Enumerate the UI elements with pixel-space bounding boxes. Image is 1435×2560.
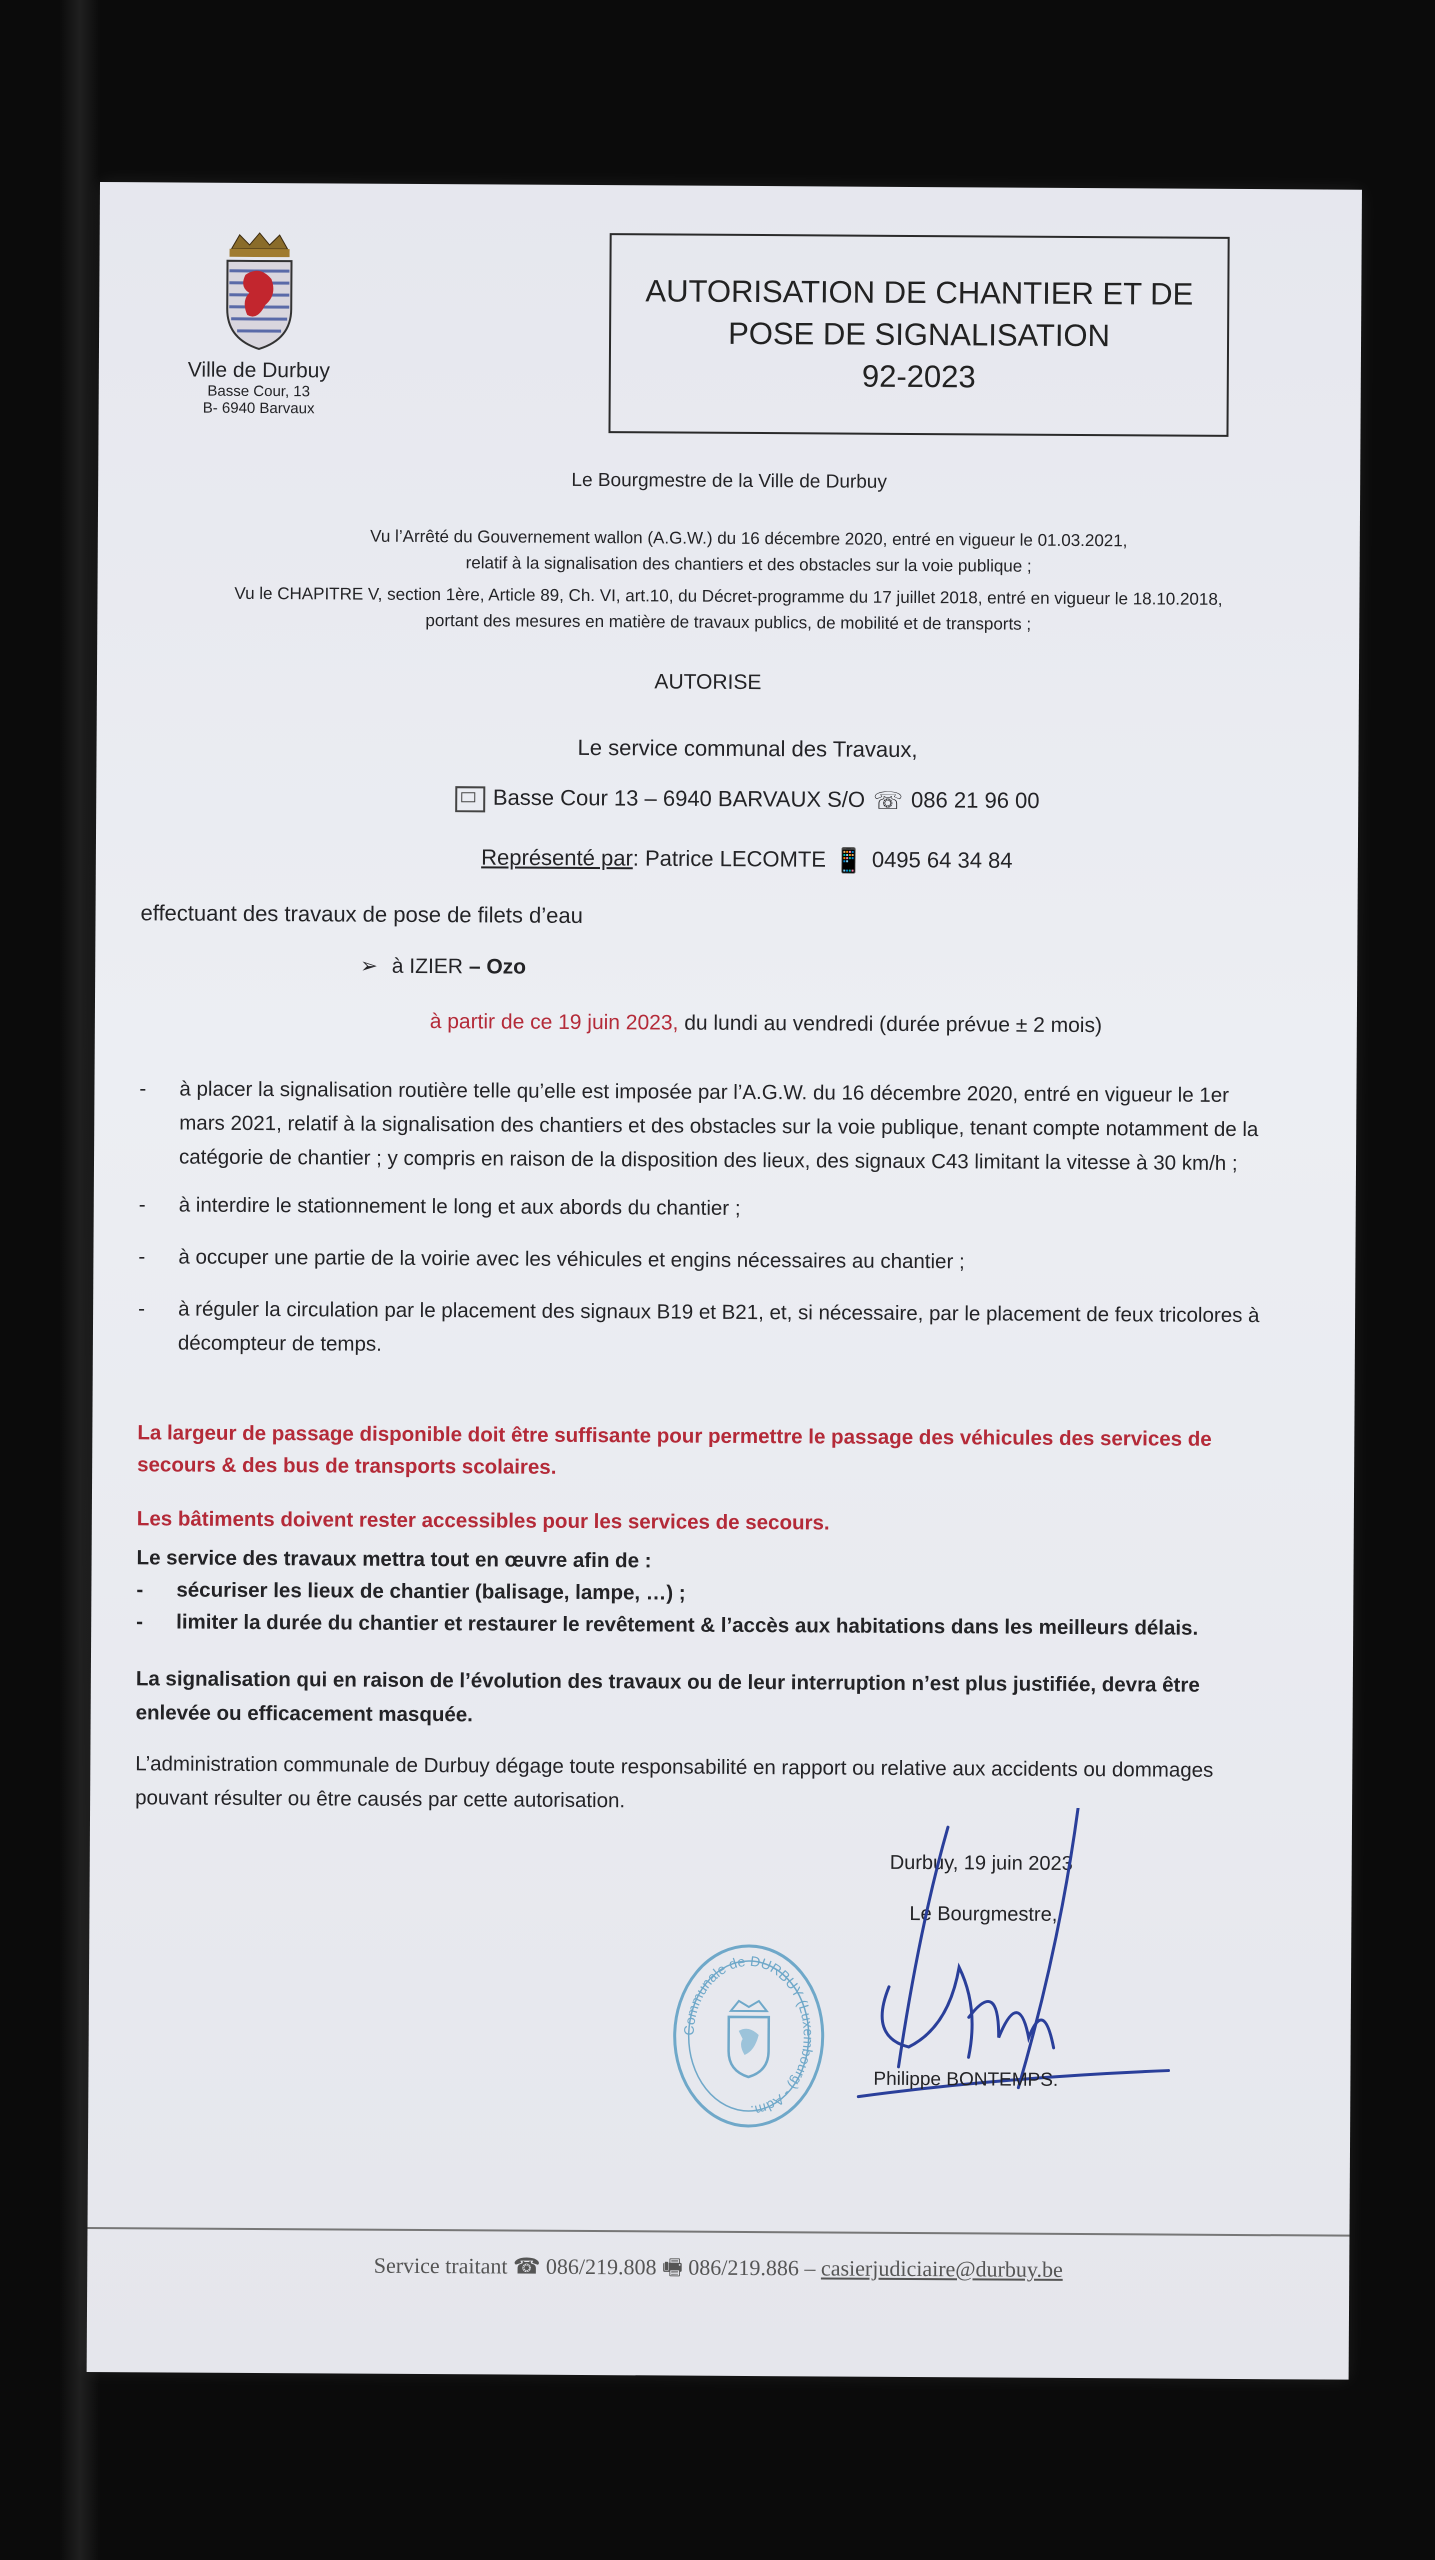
representative-line (116, 842, 1362, 879)
title-line-1: AUTORISATION DE CHANTIER ET DE (645, 273, 1194, 312)
document-title-box (608, 233, 1229, 437)
condition-item: - à placer la signalisation routière telle qu’elle est imposée par l’A.G.W. du 16 décembre 2020, entré en vigueur le 1er mars 2021, relatif à la signalisation des chantiers et des obstacles sur la voie publique, tenant compte notamment de la catégorie de chantier ; y compris en raison de la disposition des lieux, des signaux C43 limitant la vitesse à 30 km/h ; (139, 1072, 1270, 1181)
period-details: du lundi au vendredi (durée prévue ± 2 mois) (678, 1011, 1103, 1038)
footer-tel: 086/219.808 (545, 2253, 657, 2280)
works-intro: Le service des travaux mettra tout en œuvre afin de : (136, 1546, 652, 1573)
coat-of-arms-logo (217, 231, 302, 352)
vu-agw-line-1: Vu l’Arrêté du Gouvernement wallon (A.G.W.) du 16 décembre 2020, entré en vigueur le 01.03.2021, (370, 526, 1128, 551)
vu-decret-line-2: portant des mesures en matière de travaux publics, de mobilité et de transports ; (425, 610, 1032, 634)
footer-divider (87, 2227, 1362, 2237)
condition-text: à interdire le stationnement le long et aux abords du chantier ; (178, 1193, 741, 1220)
title-number: 92-2023 (861, 358, 976, 395)
condition-item: - à réguler la circulation par le placement des signaux B19 et B21, et, si nécessaire, par le placement de feux tricolores à décompteur de temps. (138, 1292, 1268, 1367)
vu-agw-paragraph (118, 522, 1362, 582)
handwritten-signature (828, 1806, 1250, 2109)
envelope-icon (455, 786, 485, 812)
official-stamp (668, 1941, 829, 2132)
municipality-block (139, 358, 379, 417)
condition-text: à placer la signalisation routière telle qu’elle est imposée par l’A.G.W. du 16 décembre 2020, entré en vigueur le 1er mars 2021, relatif à la signalisation des chantiers et des obstacles sur la voie publique, tenant compte notamment de la catégorie de chantier ; y compris en raison de la disposition des lieux, des signaux C43 limitant la vitesse à 30 km/h ; (178, 1077, 1259, 1175)
service-name: Le service communal des Travaux, (577, 734, 918, 763)
autorise-heading: AUTORISE (654, 670, 762, 695)
fax-icon: 🖷 (661, 2254, 683, 2280)
representative-mobile: 0495 64 34 84 (871, 847, 1013, 873)
arrow-bullet-icon: ➢ (360, 954, 378, 978)
vu-decret-paragraph (97, 580, 1359, 640)
disclaimer: L’administration communale de Durbuy dégage toute responsabilité en rapport ou relative aux accidents ou dommages pouvant résulter ou être causés par cette autorisation. (135, 1752, 1214, 1813)
vu-agw-line-2: relatif à la signalisation des chantiers et des obstacles sur la voie publique ; (465, 553, 1032, 576)
document-page (87, 182, 1362, 2380)
start-date: à partir de ce 19 juin 2023, (429, 1010, 679, 1035)
service-address: Basse Cour 13 – 6940 BARVAUX S/O (492, 784, 866, 812)
representative-label: Représenté par (481, 844, 633, 871)
mobile-phone-icon: 📱 (833, 847, 864, 875)
signalisation-note: La signalisation qui en raison de l’évolution des travaux ou de leur interruption n’est plus justifiée, devra être enlevée ou efficacement masquée. (135, 1667, 1200, 1727)
telephone-icon: ☏ (872, 787, 904, 815)
commitment-item: - limiter la durée du chantier et restaurer le revêtement & l’accès aux habitations dans les meilleurs délais. (136, 1606, 1266, 1645)
condition-text: à occuper une partie de la voirie avec les véhicules et engins nécessaires au chantier ; (178, 1245, 965, 1274)
signatory-name: Philippe BONTEMPS. (873, 2068, 1059, 2091)
footer-contact (87, 2247, 1349, 2293)
issuer-line: Le Bourgmestre de la Ville de Durbuy (571, 469, 887, 493)
stamp-text: Communale de DURBUY (Luxembourg) - Adm. (680, 1952, 817, 2120)
period-line (135, 1008, 1362, 1040)
signature-role: Le Bourgmestre, (909, 1902, 1058, 1926)
location-prefix: à IZIER (391, 954, 464, 979)
works-description: effectuant des travaux de pose de filets d’eau (140, 900, 583, 928)
title-line-2: POSE DE SIGNALISATION (728, 315, 1111, 354)
representative-name: : Patrice LECOMTE (632, 845, 827, 872)
service-phone: 086 21 96 00 (911, 787, 1040, 814)
commitment-item: - sécuriser les lieux de chantier (balisage, lampe, …) ; (136, 1574, 1266, 1613)
access-warning: Les bâtiments doivent rester accessibles pour les services de secours. (136, 1507, 830, 1535)
location-line (360, 954, 526, 980)
footer-label: Service traitant (373, 2252, 508, 2279)
commitment-text: limiter la durée du chantier et restaurer le revêtement & l’accès aux habitations dans les meilleurs délais. (176, 1610, 1199, 1640)
footer-fax: 086/219.886 – (688, 2254, 816, 2281)
town-name: Ville de Durbuy (187, 358, 330, 383)
passage-warning: La largeur de passage disponible doit être suffisante pour permettre le passage des véhicules des services de secours & des bus de transports scolaires. (137, 1421, 1212, 1479)
telephone-icon: ☎ (512, 2253, 541, 2279)
footer-email-link[interactable]: casierjudiciaire@durbuy.be (820, 2255, 1063, 2282)
address-line-2: B- 6940 Barvaux (202, 399, 315, 418)
condition-item: - à occuper une partie de la voirie avec les véhicules et engins nécessaires au chantier ; (138, 1240, 1268, 1281)
condition-item: - à interdire le stationnement le long et aux abords du chantier ; (139, 1188, 1269, 1229)
commitment-text: sécuriser les lieux de chantier (balisage, lampe, …) ; (176, 1578, 686, 1605)
vu-decret-line-1: Vu le CHAPITRE V, section 1ère, Article 89, Ch. VI, art.10, du Décret-programme du 17 juillet 2018, entré en vigueur le 18.10.2018, (234, 583, 1223, 609)
address-line-1: Basse Cour, 13 (207, 382, 311, 401)
condition-text: à réguler la circulation par le placement des signaux B19 et B21, et, si nécessaire, par le placement de feux tricolores à décompteur de temps. (177, 1297, 1260, 1356)
conditions-list (138, 1072, 1270, 1367)
location-place: – Ozo (468, 955, 527, 979)
signature-place-date: Durbuy, 19 juin 2023 (889, 1851, 1073, 1875)
service-contact-line (116, 782, 1362, 819)
works-commitments (136, 1542, 1267, 1645)
